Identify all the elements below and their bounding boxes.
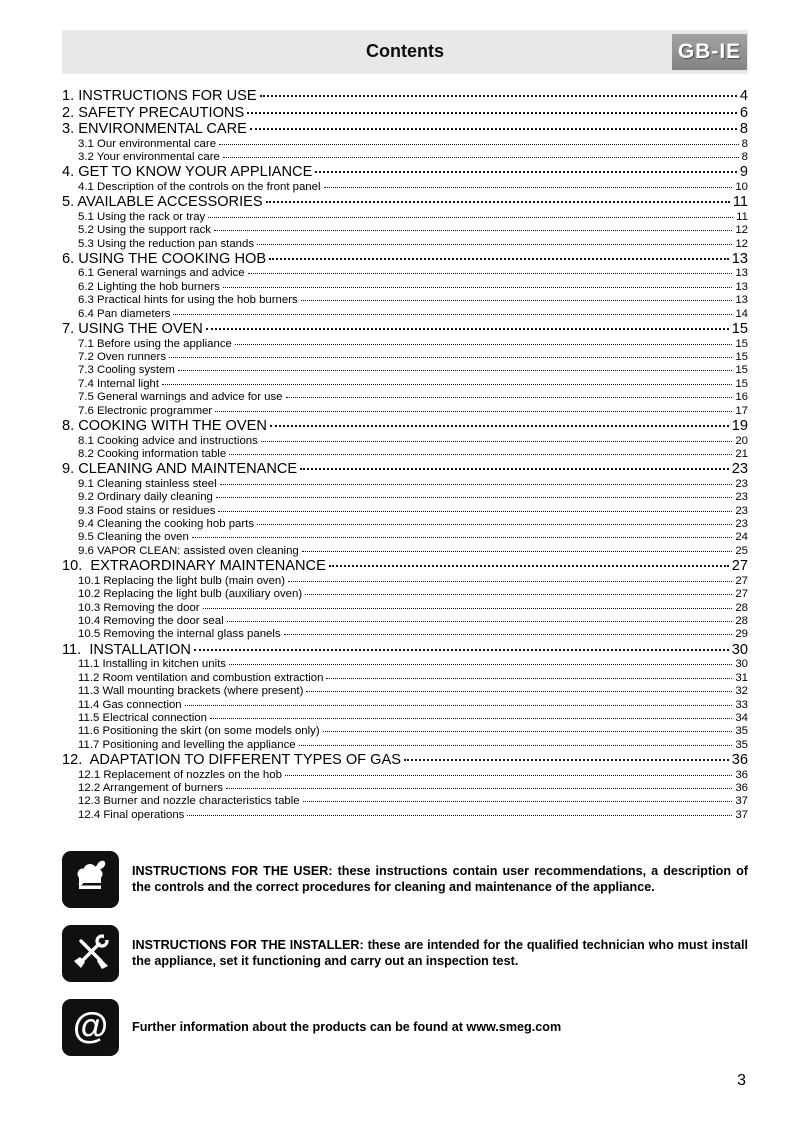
toc-leader-dots [300, 468, 729, 470]
toc-sub-row [62, 672, 748, 685]
toc-leader-dots [219, 144, 739, 145]
toc-entry-label: 11.6 Positioning the skirt (on some models only) [78, 725, 320, 738]
toc-entry-label: 5.3 Using the reduction pan stands [78, 237, 255, 250]
toc-sub-row [62, 238, 748, 251]
toc-page-number: 23 [735, 518, 748, 531]
toc-section-row [62, 121, 748, 138]
toc-page-number: 13 [735, 294, 748, 307]
toc-sub-row [62, 699, 748, 712]
toc-entry-label: 11.4 Gas connection [78, 698, 182, 711]
toc-page-number: 10 [735, 180, 748, 193]
toc-page-number: 27 [735, 574, 748, 587]
toc-leader-dots [194, 649, 729, 651]
toc-entry-label: 7. USING THE OVEN [62, 321, 203, 338]
toc-entry-label: 8.2 Cooking information table [78, 447, 227, 460]
toc-leader-dots [257, 524, 732, 525]
toc-leader-dots [229, 664, 732, 665]
notice-text: INSTRUCTIONS FOR THE INSTALLER: these are intended for the qualified technician who must install the appliance, set it functioning and carry out an inspection test. [132, 937, 748, 968]
notice-icon-box [62, 925, 119, 982]
toc-sub-row [62, 405, 748, 418]
toc-entry-label: 11.2 Room ventilation and combustion extraction [78, 671, 324, 684]
toc-page-number: 17 [735, 404, 748, 417]
toc-leader-dots [323, 731, 733, 732]
toc-section-row [62, 105, 748, 122]
toc-page-number: 20 [735, 434, 748, 447]
toc-entry-label: 9.4 Cleaning the cooking hob parts [78, 518, 255, 531]
toc-entry-label: 3. ENVIRONMENTAL CARE [62, 121, 247, 137]
toc-page-number: 23 [731, 461, 748, 478]
toc-page-number: 36 [735, 768, 748, 781]
toc-entry-label: 12.4 Final operations [78, 808, 185, 821]
toc-page-number: 21 [735, 447, 748, 460]
toc-sub-row [62, 491, 748, 504]
toc-page-number: 15 [735, 364, 748, 377]
toc-page-number: 8 [739, 121, 748, 137]
toc-page-number: 16 [735, 391, 748, 404]
toc-sub-row [62, 338, 748, 351]
toc-sub-row [62, 658, 748, 671]
toc-entry-label: 6.1 General warnings and advice [78, 267, 245, 280]
toc-entry-label: 4.1 Description of the controls on the front panel [78, 180, 321, 193]
toc-entry-label: 12.2 Arrangement of burners [78, 782, 224, 795]
toc-leader-dots [250, 128, 737, 130]
toc-leader-dots [214, 230, 732, 231]
toc-entry-label: 1. INSTRUCTIONS FOR USE [62, 88, 257, 104]
toc-page-number: 19 [731, 418, 748, 434]
toc-page-number: 23 [735, 504, 748, 517]
toc-page-number: 35 [735, 738, 748, 751]
toc-leader-dots [178, 370, 732, 371]
toc-leader-dots [192, 537, 733, 538]
toc-sub-row [62, 545, 748, 558]
toc-sub-row [62, 739, 748, 752]
toc-leader-dots [218, 511, 732, 512]
notice-installer [62, 925, 748, 982]
toc-page-number: 33 [735, 698, 748, 711]
toc-page-number: 15 [735, 350, 748, 363]
toc-section-row [62, 558, 748, 575]
toc-entry-label: 10. EXTRAORDINARY MAINTENANCE [62, 558, 326, 575]
tools-icon [71, 931, 111, 976]
toc-leader-dots [229, 454, 732, 455]
toc-section-row [62, 752, 748, 769]
notice-website [62, 999, 748, 1056]
toc-entry-label: 10.3 Removing the door [78, 601, 200, 614]
toc-page-number: 30 [731, 641, 748, 658]
toc-page-number: 30 [735, 658, 748, 671]
toc-page-number: 27 [731, 558, 748, 575]
toc-sub-row [62, 151, 748, 164]
toc-leader-dots [315, 171, 737, 173]
toc-entry-label: 7.1 Before using the appliance [78, 337, 232, 350]
toc-page-number: 15 [735, 337, 748, 350]
toc-sub-row [62, 809, 748, 822]
toc-sub-row [62, 138, 748, 151]
toc-section-row [62, 88, 748, 105]
toc-leader-dots [216, 497, 732, 498]
toc-sub-row [62, 181, 748, 194]
toc-leader-dots [285, 775, 732, 776]
toc-leader-dots [299, 745, 733, 746]
toc-leader-dots [223, 157, 739, 158]
toc-page-number: 35 [735, 725, 748, 738]
toc-entry-label: 9.2 Ordinary daily cleaning [78, 491, 213, 504]
toc-leader-dots [210, 718, 732, 719]
toc-entry-label: 12. ADAPTATION TO DIFFERENT TYPES OF GAS [62, 752, 401, 769]
toc-sub-row [62, 281, 748, 294]
toc-sub-row [62, 628, 748, 641]
toc-entry-label: 11. INSTALLATION [62, 641, 191, 658]
toc-entry-label: 11.5 Electrical connection [78, 711, 207, 724]
toc-entry-label: 10.1 Replacing the light bulb (main oven) [78, 574, 286, 587]
toc-leader-dots [215, 411, 732, 412]
toc-leader-dots [306, 691, 732, 692]
chef-hat-icon [71, 857, 111, 902]
region-badge: GB-IE [672, 34, 747, 70]
toc-leader-dots [324, 187, 733, 188]
toc-entry-label: 7.3 Cooling system [78, 364, 175, 377]
toc-leader-dots [223, 287, 732, 288]
toc-sub-row [62, 588, 748, 601]
toc-leader-dots [261, 441, 733, 442]
toc-sub-row [62, 769, 748, 782]
toc-leader-dots [284, 634, 733, 635]
toc-entry-label: 9. CLEANING AND MAINTENANCE [62, 461, 298, 478]
toc-leader-dots [270, 425, 729, 427]
toc-page-number: 23 [735, 491, 748, 504]
toc-entry-label: 7.2 Oven runners [78, 350, 167, 363]
toc-leader-dots [302, 551, 733, 552]
toc-page-number: 11 [736, 210, 748, 223]
toc-entry-label: 4. GET TO KNOW YOUR APPLIANCE [62, 164, 313, 181]
toc-leader-dots [185, 705, 733, 706]
toc-leader-dots [329, 565, 729, 567]
toc-sub-row [62, 531, 748, 544]
toc-page-number: 28 [735, 614, 748, 627]
toc-page-number: 25 [735, 544, 748, 557]
toc-entry-label: 7.5 General warnings and advice for use [78, 391, 283, 404]
toc-entry-label: 5. AVAILABLE ACCESSORIES [62, 194, 263, 211]
toc-page-number: 12 [735, 237, 748, 250]
toc-page-number: 8 [741, 137, 748, 150]
toc-page-number: 23 [735, 477, 748, 490]
toc-sub-row [62, 782, 748, 795]
toc-entry-label: 10.4 Removing the door seal [78, 614, 224, 627]
toc-entry-label: 11.7 Positioning and levelling the appliance [78, 738, 296, 751]
notice-icon-box [62, 999, 119, 1056]
toc-page-number: 15 [731, 321, 748, 338]
toc-page-number: 14 [735, 307, 748, 320]
toc-section-row [62, 461, 748, 478]
toc-page-number: 15 [735, 377, 748, 390]
toc-section-row [62, 418, 748, 435]
toc-leader-dots [269, 258, 729, 260]
toc-entry-label: 6.2 Lighting the hob burners [78, 280, 220, 293]
toc-page-number: 13 [735, 280, 748, 293]
toc-sub-row [62, 712, 748, 725]
toc-sub-row [62, 364, 748, 377]
toc-sub-row [62, 435, 748, 448]
toc-page-number: 28 [735, 601, 748, 614]
toc-page-number: 31 [735, 671, 748, 684]
toc-sub-row [62, 308, 748, 321]
toc-entry-label: 8.1 Cooking advice and instructions [78, 434, 258, 447]
toc-leader-dots [303, 801, 733, 802]
toc-sub-row [62, 378, 748, 391]
toc-entry-label: 3.2 Your environmental care [78, 150, 220, 163]
toc-leader-dots [162, 384, 732, 385]
toc-entry-label: 11.3 Wall mounting brackets (where present) [78, 685, 304, 698]
toc-sub-row [62, 391, 748, 404]
toc-sub-row [62, 224, 748, 237]
toc-leader-dots [203, 608, 733, 609]
toc-page-number: 4 [739, 88, 748, 104]
toc-entry-label: 5.1 Using the rack or tray [78, 210, 206, 223]
toc-entry-label: 6.4 Pan diameters [78, 307, 171, 320]
toc-leader-dots [248, 273, 733, 274]
toc-sub-row [62, 615, 748, 628]
toc-entry-label: 12.3 Burner and nozzle characteristics table [78, 795, 300, 808]
toc-section-row [62, 164, 748, 181]
toc-entry-label: 2. SAFETY PRECAUTIONS [62, 104, 245, 121]
notice-user [62, 851, 748, 908]
toc-leader-dots [226, 788, 732, 789]
toc-leader-dots [220, 484, 733, 485]
toc-section-row [62, 251, 748, 268]
toc-leader-dots [169, 357, 732, 358]
page-number: 3 [737, 1072, 746, 1089]
toc-entry-label: 3.1 Our environmental care [78, 137, 217, 150]
toc-page-number: 24 [735, 531, 748, 544]
notice-text: INSTRUCTIONS FOR THE USER: these instructions contain user recommendations, a description of the controls and the correct procedures for cleaning and maintenance of the appliance. [132, 863, 748, 894]
toc-page-number: 6 [739, 104, 748, 121]
notice-text: Further information about the products can be found at www.smeg.com [132, 1019, 562, 1034]
toc-entry-label: 10.5 Removing the internal glass panels [78, 628, 281, 641]
notice-icon-box [62, 851, 119, 908]
toc-entry-label: 7.6 Electronic programmer [78, 404, 213, 417]
toc-leader-dots [326, 678, 732, 679]
toc-leader-dots [235, 344, 732, 345]
at-icon: @ [72, 1004, 109, 1046]
toc-page-number: 32 [735, 685, 748, 698]
toc-sub-row [62, 795, 748, 808]
toc-leader-dots [173, 314, 732, 315]
toc-sub-row [62, 448, 748, 461]
toc-section-row [62, 194, 748, 211]
toc-sub-row [62, 518, 748, 531]
toc-page-number: 12 [735, 224, 748, 237]
toc-page-number: 13 [735, 267, 748, 280]
header-bar [62, 30, 748, 74]
toc-sub-row [62, 267, 748, 280]
toc-sub-row [62, 602, 748, 615]
toc-entry-label: 11.1 Installing in kitchen units [78, 658, 226, 671]
toc-entry-label: 6.3 Practical hints for using the hob burners [78, 294, 298, 307]
toc-page-number: 34 [735, 711, 748, 724]
toc-entry-label: 8. COOKING WITH THE OVEN [62, 418, 267, 434]
toc-leader-dots [305, 594, 732, 595]
toc-leader-dots [247, 112, 737, 114]
page-title: Contents [366, 41, 444, 61]
toc-leader-dots [260, 95, 737, 97]
toc-leader-dots [227, 621, 733, 622]
toc-leader-dots [301, 300, 733, 301]
toc-entry-label: 6. USING THE COOKING HOB [62, 250, 267, 267]
toc-sub-row [62, 211, 748, 224]
toc-page-number: 36 [735, 782, 748, 795]
toc-sub-row [62, 505, 748, 518]
toc-leader-dots [206, 328, 729, 330]
toc-leader-dots [404, 759, 729, 761]
toc-leader-dots [257, 244, 732, 245]
toc-sub-row [62, 351, 748, 364]
toc-section-row [62, 642, 748, 659]
toc-leader-dots [288, 581, 732, 582]
notice-list [62, 851, 748, 1073]
toc-leader-dots [187, 815, 732, 816]
toc-entry-label: 9.3 Food stains or residues [78, 504, 216, 517]
toc-leader-dots [286, 397, 733, 398]
toc-sub-row [62, 575, 748, 588]
toc-page-number: 29 [735, 628, 748, 641]
toc-sub-row [62, 294, 748, 307]
toc-page-number: 8 [741, 150, 748, 163]
toc-page-number: 27 [735, 588, 748, 601]
toc-entry-label: 10.2 Replacing the light bulb (auxiliary oven) [78, 588, 303, 601]
toc-entry-label: 9.1 Cleaning stainless steel [78, 477, 217, 490]
toc-entry-label: 9.6 VAPOR CLEAN: assisted oven cleaning [78, 544, 299, 557]
toc-entry-label: 9.5 Cleaning the oven [78, 531, 189, 544]
toc-leader-dots [266, 201, 730, 203]
toc-page-number: 11 [732, 194, 748, 211]
toc-page-number: 9 [739, 164, 748, 181]
toc-entry-label: 7.4 Internal light [78, 377, 160, 390]
toc-page-number: 37 [735, 795, 748, 808]
toc-entry-label: 12.1 Replacement of nozzles on the hob [78, 768, 282, 781]
toc-page-number: 13 [731, 250, 748, 267]
toc-sub-row [62, 685, 748, 698]
toc-page-number: 36 [731, 752, 748, 769]
toc-entry-label: 5.2 Using the support rack [78, 224, 211, 237]
toc-sub-row [62, 725, 748, 738]
toc-section-row [62, 321, 748, 338]
toc-page-number: 37 [735, 808, 748, 821]
toc-sub-row [62, 478, 748, 491]
toc-leader-dots [208, 217, 733, 218]
toc-list [62, 88, 748, 822]
